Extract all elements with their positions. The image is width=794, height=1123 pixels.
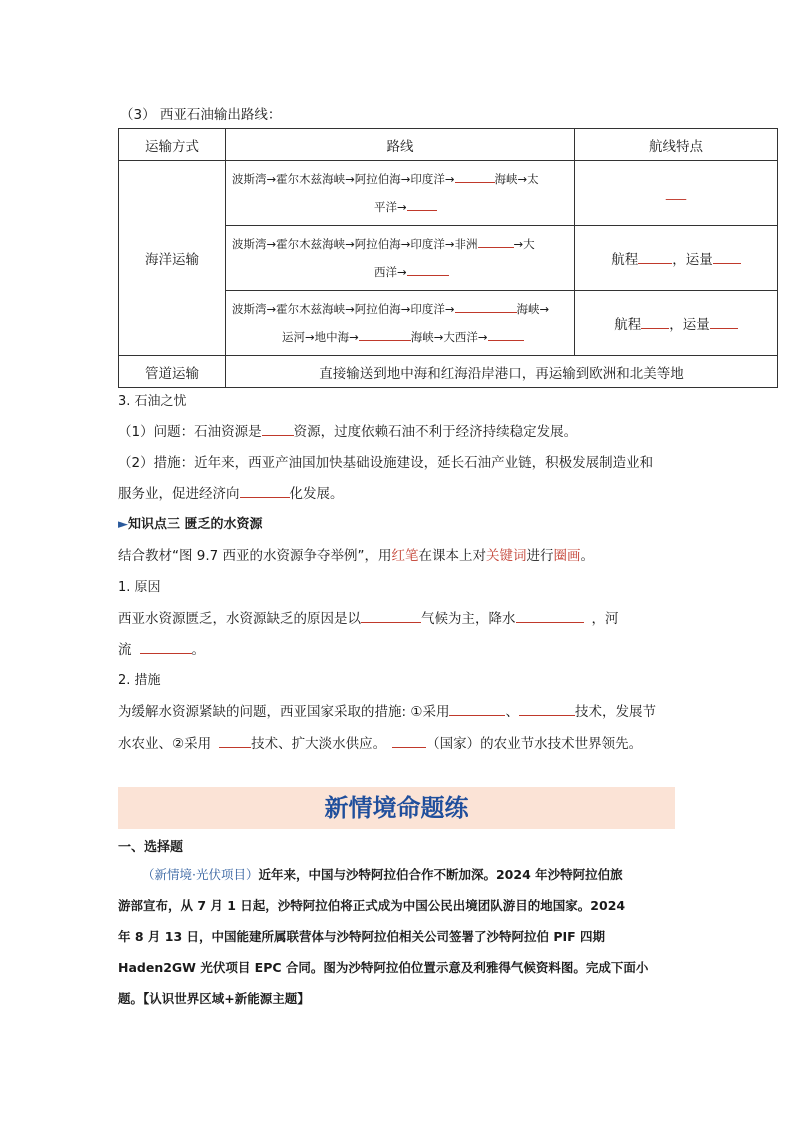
blank[interactable]: [449, 703, 505, 716]
blank[interactable]: [407, 198, 437, 211]
blank[interactable]: [519, 703, 575, 716]
header-route: 路线: [226, 129, 575, 161]
oil-worry-title: 3. 石油之忧: [118, 394, 187, 409]
choice-heading: 一、选择题: [118, 840, 184, 855]
route-cell-2: 波斯湾→霍尔木兹海峡→阿拉伯海→印度洋→非洲 →大 西洋→: [226, 226, 575, 291]
blank[interactable]: [455, 170, 495, 183]
table-row: [119, 161, 778, 226]
blank[interactable]: [407, 263, 449, 276]
blank[interactable]: [478, 235, 514, 248]
oil-worry-problem: （1）问题：石油资源是 资源，过度依赖石油不利于经济持续稳定发展。: [118, 424, 578, 440]
oil-worry-measure-cont: 服务业，促进经济向 化发展。: [118, 486, 344, 502]
blank[interactable]: [488, 328, 524, 341]
feature-cell-2: 航程 ，运量: [575, 226, 778, 291]
section-banner: 新情境命题练: [118, 787, 675, 829]
blank[interactable]: [710, 316, 738, 329]
blank[interactable]: [392, 735, 426, 748]
blank[interactable]: [262, 423, 294, 436]
oil-worry-measure: （2）措施：近年来，西亚产油国加快基础设施建设，延长石油产业链，积极发展制造业和: [118, 455, 654, 471]
measure-title: 2. 措施: [118, 673, 161, 688]
pipe-transport-label: 管道运输: [119, 356, 226, 388]
blank[interactable]: [455, 300, 517, 313]
header-feature: 航线特点: [575, 129, 778, 161]
measure-line-1: 为缓解水资源紧缺的问题，西亚国家采取的措施: ①采用 、 技术，发展节: [118, 704, 656, 720]
feature-cell-1: ___: [575, 161, 778, 226]
kp3-intro: 结合教材“图 9.7 西亚的水资源争夺举例”，用红笔在课本上对关键词进行圈画。: [118, 548, 595, 564]
sea-transport-label: 海洋运输: [119, 161, 226, 356]
blank[interactable]: [361, 610, 421, 623]
pipe-route-cell: 直接输送到地中海和红海沿岸港口，再运输到欧洲和北美等地: [226, 356, 778, 388]
blank[interactable]: [240, 485, 290, 498]
section3-heading: （3） 西亚石油输出路线：: [120, 107, 282, 123]
measure-line-2: 水农业、②采用 技术、扩大淡水供应。 （国家）的农业节水技术世界领先。: [118, 736, 643, 752]
context-paragraph: （新情境·光伏项目）近年来，中国与沙特阿拉伯合作不断加深。2024 年沙特阿拉伯旅 游部宣布，从 7 月 1 日起，沙特阿拉伯将正式成为中国公民出境团队游目的地国家。2024 年 8 月 13 日，中国能建所属联营体与沙特阿拉伯相关公司签署了沙特阿拉伯 PIF 四期 Haden2GW 光伏项目 EPC 合同。图为沙特阿拉伯位置示意及利雅得气候资料图。完成下面小 题。【认识世界区域+新能源主题】: [118, 867, 649, 1006]
kp3-heading: ►知识点三 匮乏的水资源: [118, 517, 263, 532]
blank[interactable]: [638, 251, 672, 264]
feature-cell-3: 航程 ，运量: [575, 291, 778, 356]
blank[interactable]: [219, 735, 251, 748]
blank[interactable]: [516, 610, 584, 623]
table-row: [119, 356, 778, 388]
route-cell-1: 波斯湾→霍尔木兹海峡→阿拉伯海→印度洋→ 海峡→太 平洋→: [226, 161, 575, 226]
triangle-icon: ►: [118, 517, 128, 532]
cause-line-2: 流 。: [118, 642, 205, 658]
route-cell-3: 波斯湾→霍尔木兹海峡→阿拉伯海→印度洋→ 海峡→ 运河→地中海→ 海峡→大西洋→: [226, 291, 575, 356]
oil-route-table: [118, 128, 778, 388]
header-transport: 运输方式: [119, 129, 226, 161]
blank[interactable]: [359, 328, 411, 341]
cause-line-1: 西亚水资源匮乏，水资源缺乏的原因是以 气候为主，降水 ，河: [118, 611, 619, 627]
blank[interactable]: [641, 316, 669, 329]
blank[interactable]: [140, 641, 192, 654]
context-tag: （新情境·光伏项目）: [142, 867, 259, 882]
cause-title: 1. 原因: [118, 580, 161, 595]
table-header-row: [119, 129, 778, 161]
blank[interactable]: [713, 251, 741, 264]
